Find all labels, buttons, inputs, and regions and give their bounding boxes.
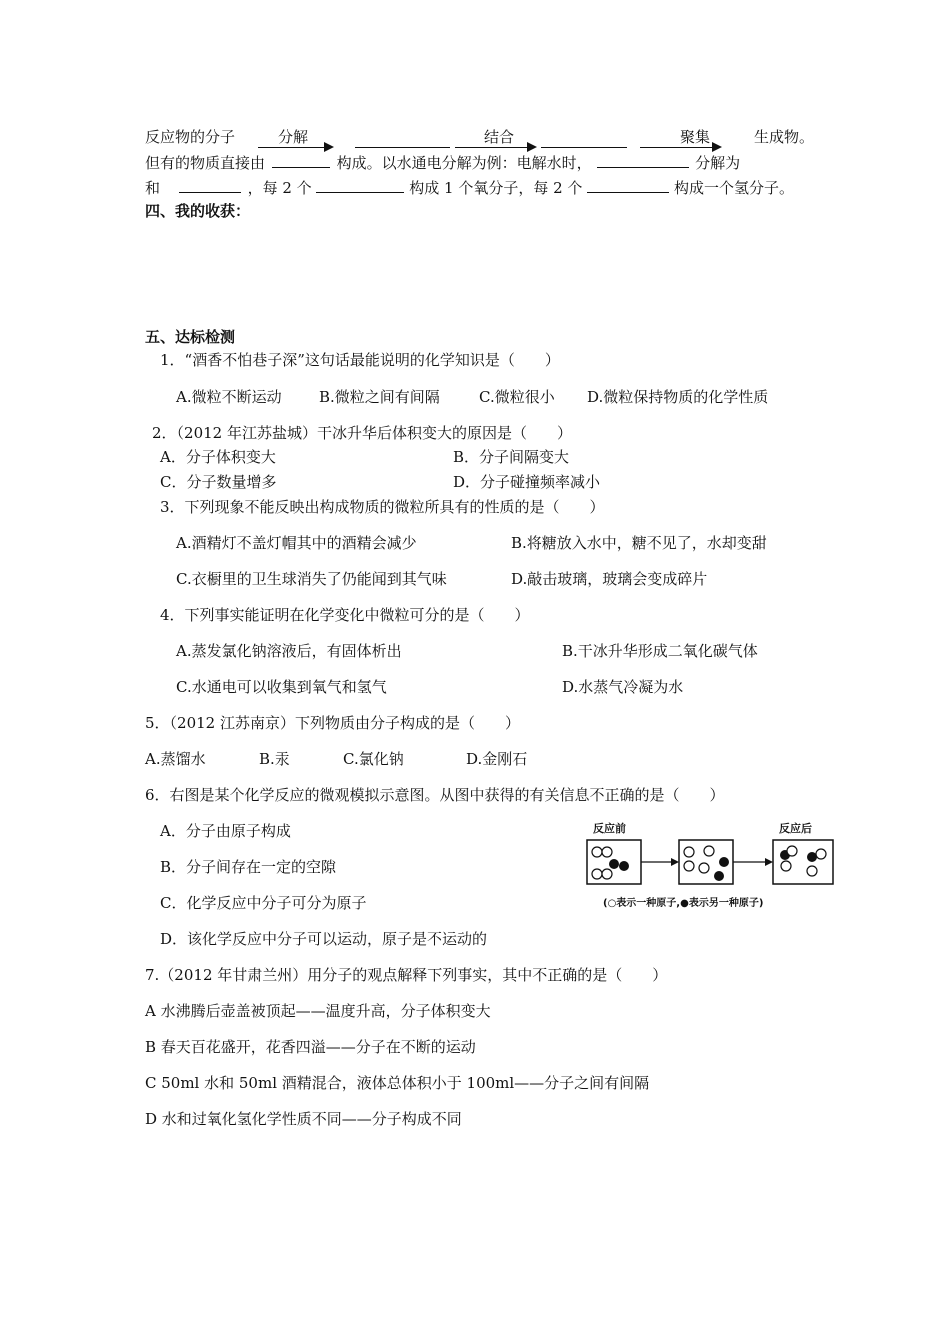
white-atom [704,846,714,856]
after-reaction-label: 反应后 [779,822,812,835]
white-atom [807,866,817,876]
q3-option-b[interactable]: B.将糖放入水中，糖不见了，水却变甜 [511,534,767,552]
q6-option-a[interactable]: A．分子由原子构成 [160,822,291,840]
q4-option-d[interactable]: D.水蒸气冷凝为水 [562,678,684,696]
white-atom [699,863,709,873]
q2-option-c[interactable]: C．分子数量增多 [160,473,277,491]
arrow-gather-head [712,142,722,152]
fill-line-3-part3: 构成 1 个氧分子，每 2 个 [409,179,583,197]
fill-text-reactant-molecule: 反应物的分子 [145,128,236,146]
q5-option-a[interactable]: A.蒸馏水 [145,750,206,768]
fill-line-2-part2: 构成。以水通电分解为例：电解水时， [336,154,592,172]
q4-option-a[interactable]: A.蒸发氯化钠溶液后，有固体析出 [176,642,402,660]
q1-option-b[interactable]: B.微粒之间有间隔 [319,388,440,406]
q7-option-b[interactable]: B 春天百花盛开，花香四溢——分子在不断的运动 [145,1038,476,1056]
fill-line-3-part1: 和 [145,179,161,197]
white-atom [684,861,694,871]
q1-option-d[interactable]: D.微粒保持物质的化学性质 [587,388,769,406]
q2-option-a[interactable]: A．分子体积变大 [160,448,276,466]
fill-line-3-part2: ，每 2 个 [247,179,312,197]
q7-option-c[interactable]: C 50ml 水和 50ml 酒精混合，液体总体积小于 100ml——分子之间有间隔 [145,1074,650,1092]
blank-water-molecule[interactable] [597,152,689,168]
q7-stem: 7.（2012 年甘肃兰州）用分子的观点解释下列事实，其中不正确的是（ ） [145,966,668,984]
section-5-heading: 五、达标检测 [145,328,236,346]
arrow-combine-line [455,147,529,148]
arrow-gather-line [640,147,714,148]
q3-option-c[interactable]: C.衣橱里的卫生球消失了仍能闻到其气味 [176,570,447,588]
q6-stem: 6．右图是某个化学反应的微观模拟示意图。从图中获得的有关信息不正确的是（ ） [145,786,725,804]
fill-line-2 [145,152,740,173]
fill-line-2-part1: 但有的物质直接由 [145,154,266,172]
q1-option-c[interactable]: C.微粒很小 [479,388,555,406]
white-atom [592,869,602,879]
white-atom [816,849,826,859]
blank-particle-type[interactable] [272,152,330,168]
q4-option-c[interactable]: C.水通电可以收集到氧气和氢气 [176,678,387,696]
arrow-2-head [765,858,773,866]
q1-option-a[interactable]: A.微粒不断运动 [176,388,282,406]
reaction-diagram [583,818,843,913]
q5-option-b[interactable]: B.汞 [259,750,290,768]
arrow-label-combine: 结合 [484,128,515,146]
q6-option-d[interactable]: D．该化学反应中分子可以运动，原子是不运动的 [160,930,488,948]
q2-option-b[interactable]: B．分子间隔变大 [453,448,570,466]
white-atom [602,847,612,857]
black-atom [714,871,724,881]
white-atom [592,847,602,857]
q3-stem: 3．下列现象不能反映出构成物质的微粒所具有的性质的是（ ） [160,498,605,516]
q3-option-a[interactable]: A.酒精灯不盖灯帽其中的酒精会减少 [176,534,417,552]
diagram-caption: (○表示一种原子,●表示另一种原子) [603,898,764,909]
q2-stem: 2．（2012 年江苏盐城）干冰升华后体积变大的原因是（ ） [152,424,572,442]
q2-option-d[interactable]: D．分子碰撞频率减小 [453,473,601,491]
arrow-label-decompose: 分解 [278,128,309,146]
q7-option-a[interactable]: A 水沸腾后壶盖被顶起——温度升高，分子体积变大 [145,1002,491,1020]
q6-option-c[interactable]: C．化学反应中分子可分为原子 [160,894,367,912]
white-atom [684,847,694,857]
blank-oxygen-atom[interactable] [316,177,404,193]
fill-line-3-part4: 构成一个氢分子。 [673,179,794,197]
q5-option-c[interactable]: C.氯化钠 [343,750,404,768]
fill-line-3 [145,177,794,198]
q3-option-d[interactable]: D.敲击玻璃，玻璃会变成碎片 [511,570,708,588]
white-atom [781,861,791,871]
arrow-decompose-head [324,142,334,152]
arrow-1-head [671,858,679,866]
after-box [773,840,833,884]
arrow-decompose-line [258,147,326,148]
black-atom [619,861,629,871]
arrow-label-gather: 聚集 [680,128,711,146]
q5-option-d[interactable]: D.金刚石 [466,750,528,768]
q4-option-b[interactable]: B.干冰升华形成二氧化碳气体 [562,642,758,660]
q5-stem: 5．（2012 江苏南京）下列物质由分子构成的是（ ） [145,714,520,732]
blank-hydrogen-atom[interactable] [587,177,669,193]
white-atom [602,869,612,879]
blank-after-decompose[interactable] [355,147,450,148]
blank-product-atom[interactable] [179,177,241,193]
white-atom [787,846,797,856]
section-4-heading: 四、我的收获： [145,202,251,220]
arrow-combine-head [527,142,537,152]
black-atom [719,857,729,867]
q7-option-d[interactable]: D 水和过氧化氢化学性质不同——分子构成不同 [145,1110,462,1128]
before-reaction-label: 反应前 [593,822,626,835]
q6-option-b[interactable]: B．分子间存在一定的空隙 [160,858,337,876]
q1-stem: 1．“酒香不怕巷子深”这句话最能说明的化学知识是（ ） [160,351,560,369]
q4-stem: 4．下列事实能证明在化学变化中微粒可分的是（ ） [160,606,530,624]
black-atom [609,859,619,869]
blank-after-combine[interactable] [541,147,627,148]
fill-line-2-part3: 分解为 [695,154,741,172]
fill-text-product: 生成物。 [754,128,815,146]
